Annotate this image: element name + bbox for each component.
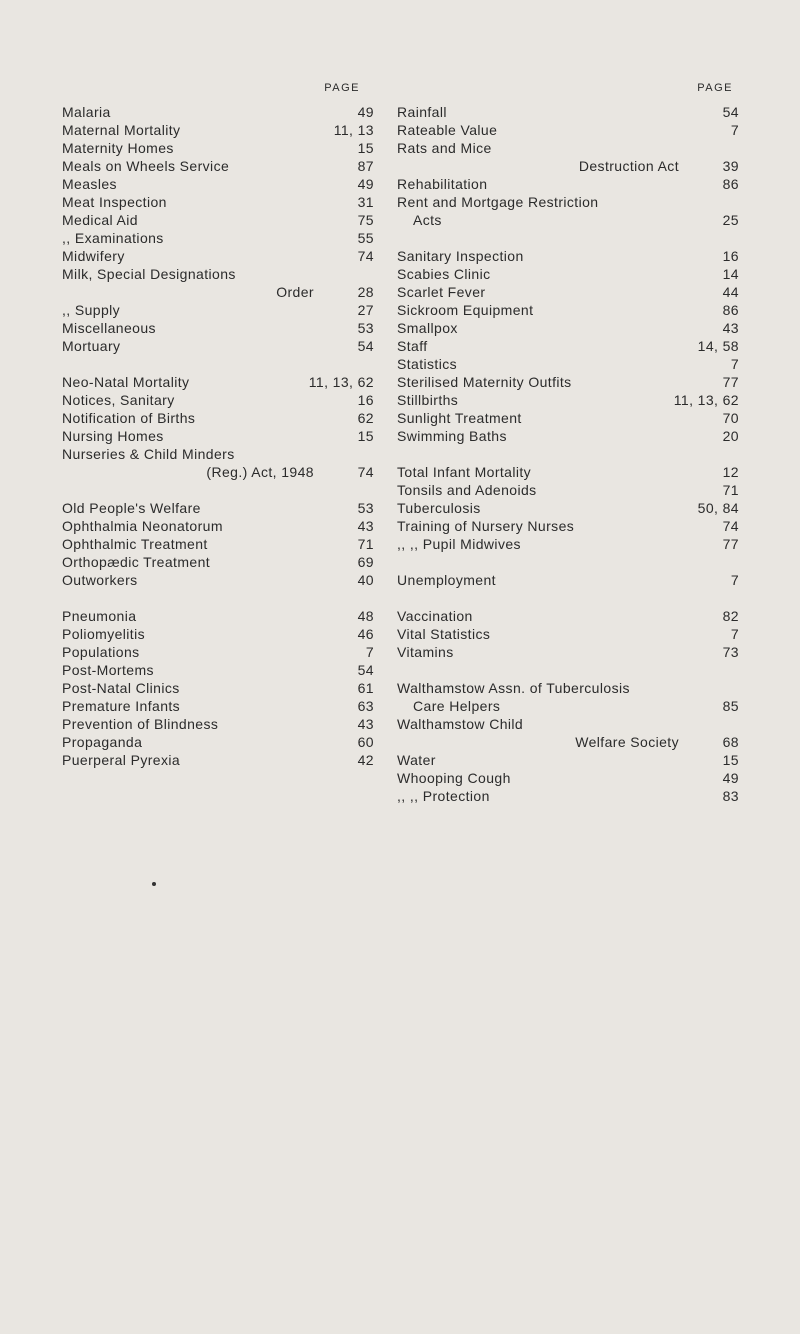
index-entry-label-continued: Destruction Act — [578, 158, 679, 174]
index-entry-page: 20 — [722, 428, 739, 444]
index-entry-page: 48 — [357, 608, 374, 624]
index-entry-page: 27 — [357, 302, 374, 318]
index-entry-label: Post-Natal Clinics — [62, 680, 180, 696]
index-entry-label: Water — [397, 752, 436, 768]
index-entry-page: 83 — [722, 788, 739, 804]
index-entry-page: 39 — [722, 158, 739, 174]
index-entry — [62, 247, 374, 265]
index-entry-label: Premature Infants — [62, 698, 181, 714]
index-entry-label: Sickroom Equipment — [397, 302, 534, 318]
index-entry-label: Sterilised Maternity Outfits — [397, 374, 572, 390]
index-entry-label: ,, ,, Protection — [397, 788, 490, 804]
index-entry — [397, 265, 739, 283]
index-entry-page: 7 — [365, 644, 374, 660]
index-entry — [397, 535, 739, 553]
index-entry-page: 87 — [357, 158, 374, 174]
index-entry — [397, 625, 739, 643]
index-entry-label: Stillbirths — [397, 392, 459, 408]
index-entry-page: 43 — [722, 320, 739, 336]
index-entry — [62, 391, 374, 409]
index-entry-page: 75 — [357, 212, 374, 228]
index-entry-page: 50, 84 — [697, 500, 739, 516]
index-entry-page: 60 — [357, 734, 374, 750]
index-entry-label-continued: Care Helpers — [413, 698, 501, 714]
index-entry — [62, 337, 374, 355]
index-entry — [397, 409, 739, 427]
index-entry-label: Walthamstow Child — [397, 716, 524, 732]
index-entry-page: 77 — [722, 536, 739, 552]
index-entry-label-continued: Acts — [413, 212, 442, 228]
index-entry-label: Mortuary — [62, 338, 121, 354]
index-entry-label-continued: (Reg.) Act, 1948 — [206, 464, 314, 480]
index-entry — [397, 175, 739, 193]
index-entry-label: Post-Mortems — [62, 662, 154, 678]
index-entry-page: 53 — [357, 320, 374, 336]
index-entry-label: Maternal Mortality — [62, 122, 181, 138]
index-entry-page: 11, 13 — [333, 122, 374, 138]
index-entry-page: 25 — [722, 212, 739, 228]
index-entry — [62, 139, 374, 157]
index-entry-page: 11, 13, 62 — [673, 392, 739, 408]
index-entry-page: 16 — [357, 392, 374, 408]
index-entry — [62, 175, 374, 193]
index-entry-label: Scarlet Fever — [397, 284, 486, 300]
index-entry-page: 54 — [357, 662, 374, 678]
index-entry-page: 53 — [357, 500, 374, 516]
print-speck — [152, 882, 156, 886]
index-entry-label: Training of Nursery Nurses — [397, 518, 575, 534]
index-entry — [397, 139, 739, 175]
index-entry-page: 7 — [730, 572, 739, 588]
index-entry — [397, 247, 739, 265]
index-entry-label: Notification of Births — [62, 410, 196, 426]
index-entry — [62, 157, 374, 175]
index-entry-label: Sunlight Treatment — [397, 410, 522, 426]
index-entry-label: Orthopædic Treatment — [62, 554, 211, 570]
index-entry-page: 44 — [722, 284, 739, 300]
index-entry — [62, 625, 374, 643]
index-entry-page: 28 — [357, 284, 374, 300]
index-list-right — [397, 103, 739, 805]
index-entry-label: Meals on Wheels Service — [62, 158, 230, 174]
index-entry-page: 12 — [722, 464, 739, 480]
index-entry — [62, 697, 374, 715]
index-entry-page: 11, 13, 62 — [308, 374, 374, 390]
index-entry — [397, 715, 739, 751]
index-entry-label: ,, Examinations — [62, 230, 164, 246]
index-entry — [397, 319, 739, 337]
index-entry-page: 82 — [722, 608, 739, 624]
index-entry — [62, 121, 374, 139]
index-entry — [397, 373, 739, 391]
index-entry-page: 43 — [357, 518, 374, 534]
index-entry-page: 49 — [357, 104, 374, 120]
index-entry-label: Prevention of Blindness — [62, 716, 219, 732]
index-entry-label: Miscellaneous — [62, 320, 156, 336]
index-entry-label: Rainfall — [397, 104, 447, 120]
index-entry — [62, 535, 374, 553]
index-entry — [397, 607, 739, 625]
index-entry — [62, 553, 374, 571]
index-entry-label: Tuberculosis — [397, 500, 481, 516]
index-entry — [62, 265, 374, 301]
index-entry-label: Unemployment — [397, 572, 496, 588]
index-entry-page: 43 — [357, 716, 374, 732]
index-entry — [62, 301, 374, 319]
index-entry-label: Ophthalmia Neonatorum — [62, 518, 223, 534]
index-entry-page: 14, 58 — [697, 338, 739, 354]
index-entry — [397, 391, 739, 409]
index-entry-page: 7 — [730, 356, 739, 372]
index-entry-page: 63 — [357, 698, 374, 714]
index-entry-page: 31 — [357, 194, 374, 210]
index-entry-page: 69 — [357, 554, 374, 570]
index-entry — [62, 733, 374, 751]
index-entry-label: Vital Statistics — [397, 626, 491, 642]
index-entry-label: Statistics — [397, 356, 458, 372]
index-entry-label: Midwifery — [62, 248, 125, 264]
index-entry-label: Rats and Mice — [397, 140, 492, 156]
index-entry-page: 15 — [357, 140, 374, 156]
index-entry — [397, 301, 739, 319]
index-entry-page: 49 — [357, 176, 374, 192]
index-entry — [62, 373, 374, 391]
index-entry-page: 71 — [357, 536, 374, 552]
index-entry-page: 49 — [722, 770, 739, 786]
index-column-left — [62, 80, 374, 769]
index-entry-label: Measles — [62, 176, 117, 192]
index-entry-label: Nurseries & Child Minders — [62, 446, 235, 462]
index-entry-label: Whooping Cough — [397, 770, 511, 786]
index-entry — [62, 103, 374, 121]
index-entry-label: Propaganda — [62, 734, 143, 750]
index-entry — [397, 571, 739, 589]
index-entry-page: 61 — [357, 680, 374, 696]
page-column-heading: PAGE — [697, 82, 733, 94]
index-entry-page: 86 — [722, 302, 739, 318]
index-entry-page: 62 — [357, 410, 374, 426]
index-entry-label: Neo-Natal Mortality — [62, 374, 190, 390]
index-entry-label-continued: Welfare Society — [575, 734, 679, 750]
index-entry-label: ,, ,, Pupil Midwives — [397, 536, 521, 552]
index-entry — [397, 193, 739, 229]
index-entry-label: Scabies Clinic — [397, 266, 491, 282]
index-entry-label: Outworkers — [62, 572, 138, 588]
index-entry — [397, 103, 739, 121]
index-entry-page: 7 — [730, 122, 739, 138]
index-entry-label: Rateable Value — [397, 122, 498, 138]
index-entry-page: 54 — [722, 104, 739, 120]
index-entry-page: 71 — [722, 482, 739, 498]
index-entry — [397, 679, 739, 715]
index-entry — [62, 319, 374, 337]
index-entry — [62, 661, 374, 679]
index-entry-page: 15 — [357, 428, 374, 444]
index-entry — [62, 643, 374, 661]
index-entry — [397, 643, 739, 661]
index-entry-label: Notices, Sanitary — [62, 392, 175, 408]
index-entry-page: 15 — [722, 752, 739, 768]
index-entry-label: Ophthalmic Treatment — [62, 536, 208, 552]
index-entry — [62, 499, 374, 517]
index-entry-label: Medical Aid — [62, 212, 138, 228]
index-entry-label: Maternity Homes — [62, 140, 174, 156]
index-entry-page: 14 — [722, 266, 739, 282]
index-entry — [397, 121, 739, 139]
index-entry-page: 85 — [722, 698, 739, 714]
index-entry — [62, 751, 374, 769]
index-entry-label: Nursing Homes — [62, 428, 164, 444]
index-entry-label: Rent and Mortgage Restriction — [397, 194, 599, 210]
index-entry-page: 55 — [357, 230, 374, 246]
index-entry — [397, 283, 739, 301]
index-entry — [397, 787, 739, 805]
index-entry — [62, 607, 374, 625]
index-entry-label: ,, Supply — [62, 302, 121, 318]
index-entry-page: 73 — [722, 644, 739, 660]
index-entry-page: 7 — [730, 626, 739, 642]
index-entry-label: Populations — [62, 644, 140, 660]
index-entry-page: 54 — [357, 338, 374, 354]
index-entry-label-continued: Order — [276, 284, 314, 300]
index-entry — [397, 463, 739, 481]
index-entry — [397, 337, 739, 355]
index-entry — [62, 517, 374, 535]
index-entry-label: Staff — [397, 338, 428, 354]
index-entry-label: Old People's Welfare — [62, 500, 201, 516]
index-entry-label: Vaccination — [397, 608, 473, 624]
index-entry — [397, 517, 739, 535]
index-entry — [62, 715, 374, 733]
index-entry-label: Poliomyelitis — [62, 626, 145, 642]
index-entry — [62, 427, 374, 445]
index-entry-label: Meat Inspection — [62, 194, 167, 210]
page-column-heading: PAGE — [324, 82, 360, 94]
index-entry-page: 74 — [357, 248, 374, 264]
index-entry — [397, 427, 739, 445]
index-entry — [397, 481, 739, 499]
index-entry-page: 68 — [722, 734, 739, 750]
index-entry — [62, 571, 374, 589]
index-list-left — [62, 103, 374, 769]
index-entry-label: Smallpox — [397, 320, 458, 336]
index-entry-label: Swimming Baths — [397, 428, 507, 444]
index-entry — [62, 193, 374, 211]
index-entry — [62, 679, 374, 697]
index-entry-page: 74 — [357, 464, 374, 480]
index-entry-label: Malaria — [62, 104, 111, 120]
index-entry-label: Walthamstow Assn. of Tuberculosis — [397, 680, 630, 696]
index-entry — [62, 211, 374, 229]
index-entry-page: 40 — [357, 572, 374, 588]
index-entry-page: 42 — [357, 752, 374, 768]
index-entry — [397, 355, 739, 373]
index-entry-page: 70 — [722, 410, 739, 426]
index-entry-label: Total Infant Mortality — [397, 464, 532, 480]
index-entry-label: Pneumonia — [62, 608, 137, 624]
index-entry — [397, 769, 739, 787]
index-entry-label: Milk, Special Designations — [62, 266, 236, 282]
index-entry-page: 86 — [722, 176, 739, 192]
index-entry — [62, 409, 374, 427]
index-entry-label: Rehabilitation — [397, 176, 488, 192]
index-entry-page: 46 — [357, 626, 374, 642]
index-entry-page: 16 — [722, 248, 739, 264]
index-entry — [62, 229, 374, 247]
index-entry-label: Tonsils and Adenoids — [397, 482, 537, 498]
index-entry-page: 77 — [722, 374, 739, 390]
index-entry-label: Vitamins — [397, 644, 454, 660]
index-entry — [62, 445, 374, 481]
index-entry-page: 74 — [722, 518, 739, 534]
index-entry — [397, 499, 739, 517]
index-column-right — [397, 80, 739, 805]
index-entry-label: Puerperal Pyrexia — [62, 752, 181, 768]
index-entry-label: Sanitary Inspection — [397, 248, 524, 264]
index-entry — [397, 751, 739, 769]
